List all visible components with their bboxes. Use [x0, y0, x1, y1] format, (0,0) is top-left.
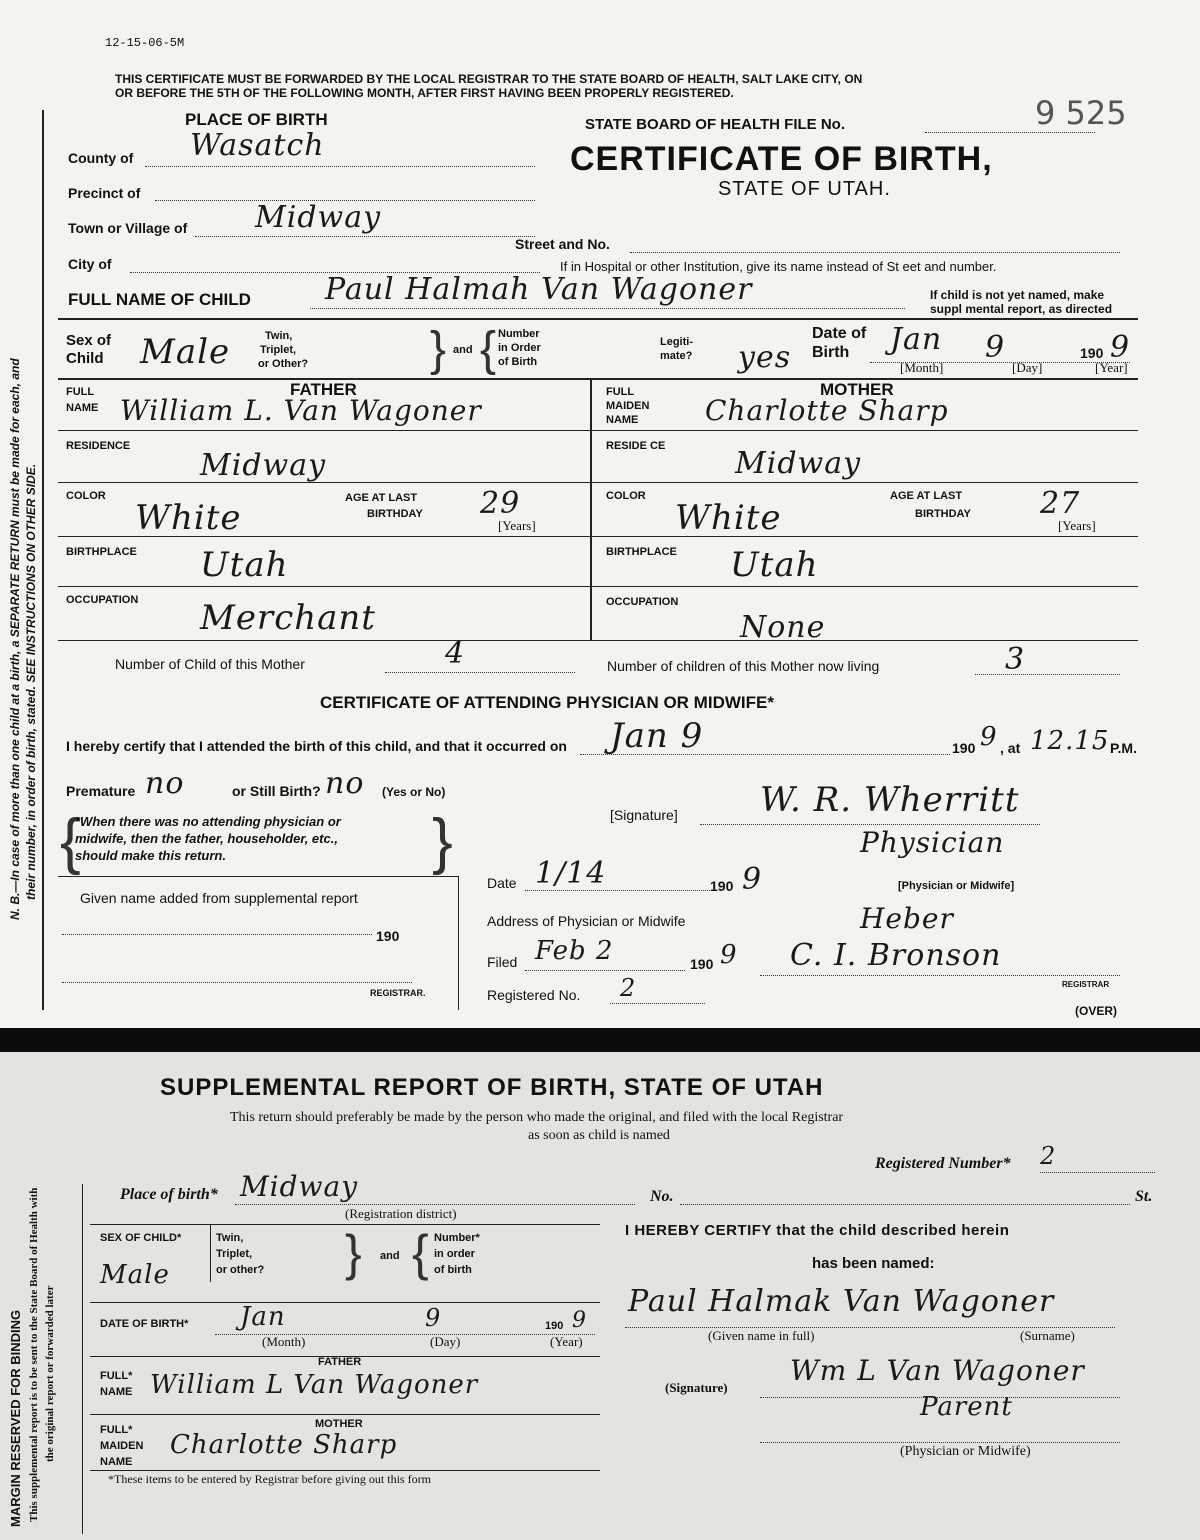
- hospital-note: If in Hospital or other Institution, give its name instead of St eet and number.: [560, 259, 997, 274]
- occurred-time: 12.15: [1030, 726, 1110, 756]
- occurred-year-prefix: 190: [952, 740, 976, 756]
- father-name: William L. Van Wagoner: [120, 394, 482, 427]
- certificate-title: CERTIFICATE OF BIRTH,: [570, 140, 993, 178]
- legit-label-1: Legiti-: [660, 336, 693, 348]
- given-name-line: [62, 934, 372, 935]
- father-color: White: [135, 498, 242, 538]
- supp-sex-value: Male: [100, 1260, 170, 1290]
- rule-5: [58, 536, 1138, 537]
- dob-label-2: Birth: [812, 344, 850, 361]
- registrar-line: [760, 975, 1120, 976]
- supp-mother-maiden-label: MAIDEN: [100, 1440, 144, 1452]
- mother-birthplace-label: BIRTHPLACE: [606, 546, 677, 558]
- supp-side-note-3: the original report or forwarded later: [44, 1285, 56, 1462]
- father-name-label: NAME: [66, 402, 99, 414]
- mother-color-label: COLOR: [606, 490, 646, 502]
- supp-number-label-2: in order: [434, 1248, 475, 1260]
- supp-mother-name-label: NAME: [100, 1456, 133, 1468]
- supp-physician-label: (Physician or Midwife): [900, 1444, 1031, 1459]
- rule-8: [58, 876, 458, 877]
- given-name-label: Given name added from supplemental report: [80, 890, 358, 906]
- side-note-1: N. B.—In case of more than one child at a birth, a SEPARATE RETURN must be made for each, and: [8, 358, 22, 920]
- physician-section-title: CERTIFICATE OF ATTENDING PHYSICIAN OR MIDWIFE*: [320, 693, 774, 712]
- supp-twin-label-3: or other?: [216, 1264, 265, 1276]
- full-name-value: Paul Halmah Van Wagoner: [325, 272, 753, 307]
- supp-father-label: FATHER: [318, 1356, 362, 1368]
- supp-month-label: (Month): [262, 1334, 306, 1349]
- year-label: [Year]: [1095, 360, 1128, 375]
- physician-signature: W. R. Wherritt: [760, 780, 1020, 820]
- supp-twin-label-1: Twin,: [216, 1232, 244, 1244]
- supp-registered-number-label: Registered Number*: [875, 1155, 1011, 1172]
- supp-intro-1: This return should preferably be made by the person who made the original, and filed with the local Registrar: [230, 1110, 844, 1125]
- supp-father-name: William L Van Wagoner: [150, 1370, 479, 1400]
- num-child-label: Number of Child of this Mother: [115, 656, 305, 672]
- supp-dob-year-suffix: 9: [572, 1308, 587, 1333]
- twin-label-2: Triplet,: [260, 344, 297, 356]
- footnote-1: *When there was no attending physician or: [75, 814, 341, 829]
- supp-mother-full-label: FULL*: [100, 1424, 133, 1436]
- twin-brace: }: [430, 323, 447, 376]
- num-living-label: Number of children of this Mother now living: [607, 658, 880, 674]
- dob-year-prefix: 190: [1080, 345, 1104, 361]
- mother-occupation-label: OCCUPATION: [606, 596, 679, 608]
- certificate-subtitle: STATE OF UTAH.: [718, 178, 891, 200]
- county-line: [145, 166, 535, 167]
- father-birthplace: Utah: [200, 545, 289, 585]
- father-heading: FATHER: [290, 380, 357, 399]
- pm-label: P.M.: [1110, 740, 1137, 756]
- signature-label: [Signature]: [610, 807, 678, 823]
- filed-line: [525, 970, 685, 971]
- supp-place-label: Place of birth*: [120, 1186, 218, 1203]
- supp-father-name-label: NAME: [100, 1386, 133, 1398]
- supp-twin-brace: }: [345, 1225, 362, 1281]
- supp-surname-label: (Surname): [1020, 1328, 1075, 1343]
- mother-age-label-1: AGE AT LAST: [890, 490, 963, 502]
- registered-no-value: 2: [620, 974, 637, 1002]
- given-registrar-line: [62, 982, 412, 983]
- left-margin-rule: [42, 110, 44, 1010]
- mother-age: 27: [1040, 486, 1081, 521]
- number-brace: {: [480, 323, 497, 376]
- footnote-3: should make this return.: [75, 848, 226, 863]
- date-year-suffix: 9: [742, 862, 763, 897]
- supp-no-label: No.: [650, 1188, 674, 1205]
- supp-sex-divider: [210, 1224, 211, 1282]
- and-label: and: [453, 344, 473, 356]
- mother-color: White: [675, 498, 782, 538]
- supp-rule-5: [90, 1470, 600, 1471]
- legit-value: yes: [738, 340, 792, 375]
- dob-label-1: Date of: [812, 325, 867, 342]
- forwarding-notice-2: OR BEFORE THE 5TH OF THE FOLLOWING MONTH, AFTER FIRST HAVING BEEN PROPERLY REGISTERED.: [115, 86, 734, 100]
- physician-or-midwife-label: [Physician or Midwife]: [898, 880, 1015, 892]
- registered-no-line: [610, 1003, 705, 1004]
- supp-registered-number-value: 2: [1040, 1142, 1057, 1170]
- mother-residence-label: RESIDE CE: [606, 440, 666, 452]
- supp-side-note-1: MARGIN RESERVED FOR BINDING: [8, 1309, 23, 1527]
- twin-label-1: Twin,: [265, 330, 293, 342]
- mother-name-label: NAME: [606, 414, 639, 426]
- month-label: [Month]: [900, 360, 944, 375]
- supp-mother-label: MOTHER: [315, 1418, 363, 1430]
- registered-no-label: Registered No.: [487, 987, 581, 1003]
- father-full-label: FULL: [66, 386, 95, 398]
- filed-year-suffix: 9: [720, 940, 738, 970]
- given-year: 190: [376, 928, 400, 944]
- supp-margin-rule: [82, 1184, 83, 1534]
- supp-place-line: [235, 1204, 635, 1205]
- supp-given-name-label: (Given name in full): [708, 1328, 815, 1343]
- dob-month: Jan: [890, 322, 943, 357]
- number-label-1: Number: [498, 328, 540, 340]
- supp-and-label: and: [380, 1250, 400, 1262]
- parents-divider: [590, 378, 592, 640]
- town-line: [195, 236, 535, 237]
- supp-twin-label-2: Triplet,: [216, 1248, 253, 1260]
- num-child-line: [385, 672, 575, 673]
- mother-residence: Midway: [735, 446, 862, 481]
- father-residence-label: RESIDENCE: [66, 440, 131, 452]
- given-name-divider: [458, 876, 459, 1010]
- supp-st-label: St.: [1135, 1188, 1153, 1205]
- address-value: Heber: [860, 902, 954, 935]
- supp-dob-month: Jan: [240, 1302, 286, 1332]
- father-occupation-label: OCCUPATION: [66, 594, 139, 606]
- full-name-label: FULL NAME OF CHILD: [68, 290, 251, 309]
- side-note-2: their number, in order of birth, stated. SEE INSTRUCTIONS ON OTHER SIDE.: [24, 463, 38, 900]
- supp-place-value: Midway: [240, 1170, 359, 1203]
- father-residence: Midway: [200, 448, 327, 483]
- premature-value: no: [145, 766, 185, 801]
- father-age-label-1: AGE AT LAST: [345, 492, 418, 504]
- mother-heading: MOTHER: [820, 380, 894, 399]
- place-of-birth-heading: PLACE OF BIRTH: [185, 110, 328, 129]
- supp-named-value: Paul Halmak Van Wagoner: [628, 1284, 1055, 1319]
- physician-title-value: Physician: [860, 826, 1005, 859]
- at-label: , at: [1000, 740, 1021, 756]
- filed-year-prefix: 190: [690, 956, 714, 972]
- supp-side-note-2: This supplemental report is to be sent to the State Board of Health with: [28, 1187, 40, 1522]
- footnote-brace-left: {: [60, 807, 81, 876]
- date-label: Date: [487, 875, 517, 891]
- filed-label: Filed: [487, 954, 518, 970]
- father-age: 29: [480, 486, 521, 521]
- day-label: [Day]: [1012, 360, 1043, 375]
- supp-day-label: (Day): [430, 1334, 461, 1349]
- mother-years-label: [Years]: [1058, 518, 1096, 533]
- rule-2: [58, 378, 1138, 380]
- father-years-label: [Years]: [498, 518, 536, 533]
- sex-label-2: Child: [66, 350, 104, 367]
- street-line: [630, 252, 1120, 253]
- rule-1: [58, 318, 1138, 320]
- rule-4: [58, 482, 1138, 483]
- number-label-2: in Order: [498, 342, 541, 354]
- supp-number-brace: {: [412, 1225, 429, 1281]
- occurred-year-suffix: 9: [980, 722, 998, 752]
- supp-intro-2: as soon as child is named: [528, 1128, 670, 1143]
- mother-age-label-2: BIRTHDAY: [915, 508, 971, 520]
- mother-birthplace: Utah: [730, 545, 819, 585]
- file-no-line: [925, 132, 1095, 133]
- number-label-3: of Birth: [498, 356, 538, 368]
- dob-year-suffix: 9: [1110, 330, 1131, 365]
- supp-signature-value: Wm L Van Wagoner: [790, 1354, 1085, 1387]
- supp-number-label-3: of birth: [434, 1264, 472, 1276]
- full-name-line: [310, 308, 905, 309]
- street-label: Street and No.: [515, 236, 610, 252]
- twin-label-3: or Other?: [258, 358, 309, 370]
- supp-dob-label: DATE OF BIRTH*: [100, 1318, 189, 1330]
- filed-value: Feb 2: [535, 936, 614, 966]
- supp-mother-name: Charlotte Sharp: [170, 1430, 398, 1460]
- yes-no-label: (Yes or No): [382, 785, 446, 799]
- supp-year-label: (Year): [550, 1334, 583, 1349]
- town-value: Midway: [255, 200, 382, 235]
- file-no-label: STATE BOARD OF HEALTH FILE No.: [585, 116, 845, 133]
- father-color-label: COLOR: [66, 490, 106, 502]
- sex-value: Male: [140, 332, 231, 372]
- legit-label-2: mate?: [660, 350, 693, 362]
- not-named-note-1: If child is not yet named, make: [930, 288, 1105, 302]
- mother-maiden-label: MAIDEN: [606, 400, 650, 412]
- supp-rule-4: [90, 1414, 600, 1415]
- over-label: (OVER): [1075, 1004, 1117, 1018]
- certify-text: I hereby certify that I attended the birth of this child, and that it occurred on: [66, 738, 567, 754]
- county-value: Wasatch: [190, 128, 325, 163]
- registrar-signature: C. I. Bronson: [790, 938, 1002, 973]
- num-living-line: [975, 674, 1120, 675]
- city-label: City of: [68, 256, 112, 272]
- supp-number-label-1: Number*: [434, 1232, 480, 1244]
- town-label: Town or Village of: [68, 220, 188, 236]
- supp-certify-2: has been named:: [812, 1255, 935, 1272]
- not-named-note-2: suppl mental report, as directed: [930, 302, 1113, 316]
- supp-footnote: *These items to be entered by Registrar before giving out this form: [108, 1472, 431, 1486]
- supp-parent-value: Parent: [920, 1392, 1013, 1422]
- file-no-value: 9 525: [1035, 94, 1127, 132]
- rule-3: [58, 430, 1138, 431]
- mother-name: Charlotte Sharp: [705, 394, 949, 427]
- supp-registered-number-line: [1040, 1172, 1155, 1173]
- supp-sex-label: SEX OF CHILD*: [100, 1232, 182, 1244]
- supp-no-line: [680, 1204, 1130, 1205]
- supp-physician-line: [760, 1442, 1120, 1443]
- occurred-date: Jan 9: [610, 716, 704, 756]
- father-occupation: Merchant: [200, 598, 376, 638]
- num-living-value: 3: [1005, 642, 1026, 677]
- supplemental-report: [0, 1052, 1200, 1540]
- mother-occupation: None: [740, 610, 826, 645]
- footnote-2: midwife, then the father, householder, etc.,: [75, 831, 338, 846]
- rule-7: [58, 640, 1138, 641]
- signature-line: [700, 824, 1040, 825]
- date-value: 1/14: [535, 856, 607, 891]
- form-code: 12-15-06-5M: [105, 36, 185, 50]
- rule-6: [58, 586, 1138, 587]
- supp-signature-label: (Signature): [665, 1380, 728, 1395]
- sex-label-1: Sex of: [66, 332, 112, 349]
- still-birth-value: no: [325, 766, 365, 801]
- forwarding-notice-1: THIS CERTIFICATE MUST BE FORWARDED BY THE LOCAL REGISTRAR TO THE STATE BOARD OF HEALTH, SALT LAKE CITY, ON: [115, 72, 863, 86]
- given-registrar-label: REGISTRAR.: [370, 988, 426, 998]
- dob-day: 9: [985, 330, 1006, 365]
- supp-title: SUPPLEMENTAL REPORT OF BIRTH, STATE OF UTAH: [160, 1074, 824, 1101]
- registrar-small: REGISTRAR: [1062, 980, 1110, 989]
- supp-certify-1: I HEREBY CERTIFY that the child described herein: [625, 1222, 1010, 1239]
- supp-registration-district-label: (Registration district): [345, 1206, 457, 1221]
- date-year-prefix: 190: [710, 878, 734, 894]
- footnote-brace-right: }: [432, 807, 453, 876]
- address-label: Address of Physician or Midwife: [487, 913, 686, 929]
- supp-dob-day: 9: [425, 1304, 442, 1332]
- supp-father-full-label: FULL*: [100, 1370, 133, 1382]
- mother-full-label: FULL: [606, 386, 635, 398]
- still-birth-label: or Still Birth?: [232, 783, 321, 799]
- father-age-label-2: BIRTHDAY: [367, 508, 423, 520]
- num-child-value: 4: [445, 636, 466, 671]
- precinct-label: Precinct of: [68, 185, 141, 201]
- supp-rule-2: [90, 1302, 600, 1303]
- supp-dob-year-prefix: 190: [545, 1320, 564, 1332]
- father-birthplace-label: BIRTHPLACE: [66, 546, 137, 558]
- premature-label: Premature: [66, 783, 136, 799]
- county-label: County of: [68, 150, 134, 166]
